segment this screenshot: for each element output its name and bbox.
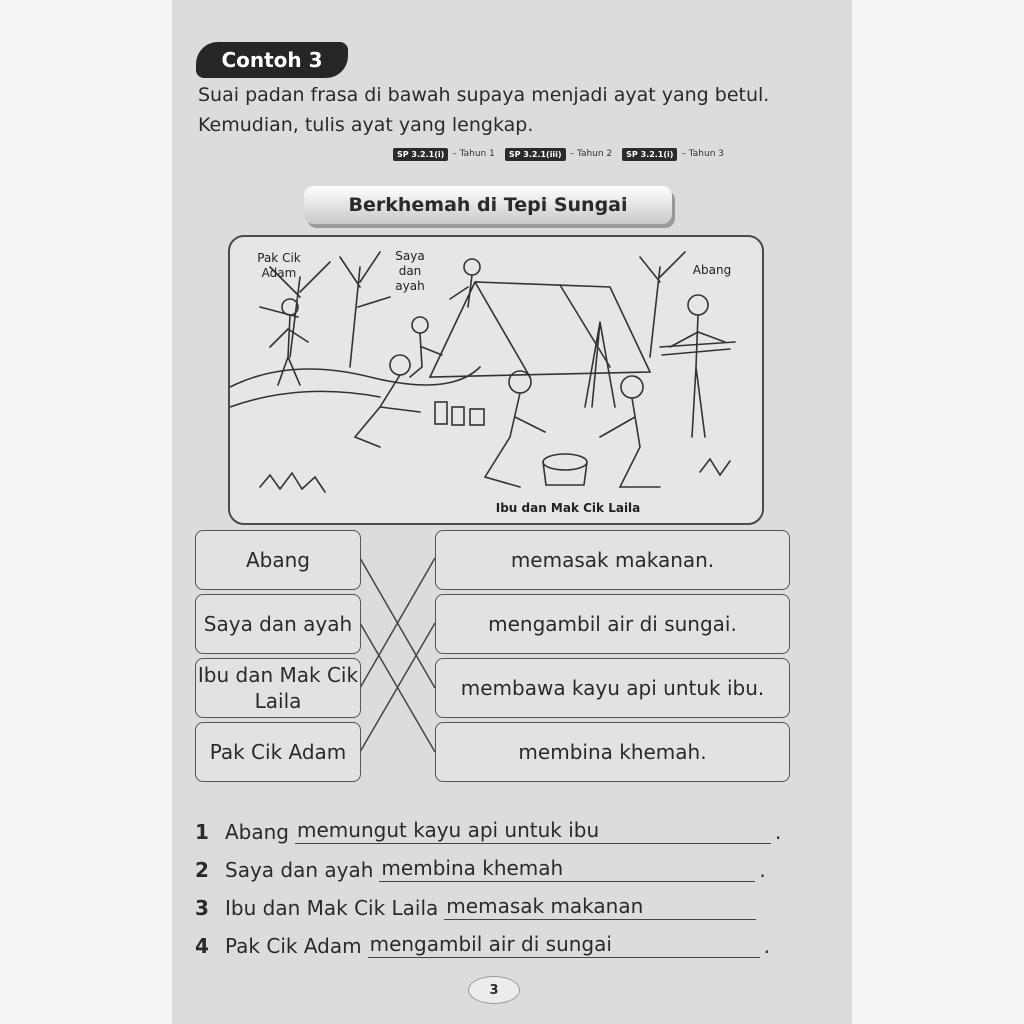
right-phrase-membawa-kayu[interactable]: membawa kayu api untuk ibu. xyxy=(435,658,790,718)
answer-subject: Ibu dan Mak Cik Laila xyxy=(225,896,439,920)
answer-line[interactable]: memasak makanan xyxy=(444,894,756,920)
answer-row: 2 Saya dan ayah membina khemah . xyxy=(195,856,766,882)
label-saya-dan-ayah: Saya dan ayah xyxy=(395,249,425,293)
label-abang: Abang xyxy=(692,263,732,277)
answer-line[interactable]: memungut kayu api untuk ibu xyxy=(295,818,771,844)
answer-subject: Saya dan ayah xyxy=(225,858,374,882)
tag-code-3: SP 3.2.1(i) xyxy=(622,148,677,161)
curriculum-tags xyxy=(393,146,730,162)
answer-line[interactable]: membina khemah xyxy=(379,856,755,882)
tag-year-3: – Tahun 3 xyxy=(681,149,725,159)
answer-number: 4 xyxy=(195,934,209,958)
page-number: 3 xyxy=(468,976,520,1004)
answer-number: 1 xyxy=(195,820,209,844)
label-ibu-mak-cik: Ibu dan Mak Cik Laila xyxy=(495,501,641,515)
answer-row: 1 Abang memungut kayu api untuk ibu . xyxy=(195,818,782,844)
tag-year-1: – Tahun 1 xyxy=(452,149,495,159)
tag-code-1: SP 3.2.1(i) xyxy=(393,148,448,161)
example-badge: Contoh 3 xyxy=(196,42,348,78)
answer-number: 3 xyxy=(195,896,209,920)
tag-year-2: – Tahun 2 xyxy=(569,149,613,159)
left-phrase-saya-dan-ayah[interactable]: Saya dan ayah xyxy=(195,594,361,654)
left-phrase-ibu-mak-cik[interactable]: Ibu dan Mak Cik Laila xyxy=(195,658,361,718)
answer-number: 2 xyxy=(195,858,209,882)
answer-line[interactable]: mengambil air di sungai xyxy=(368,932,760,958)
camping-illustration xyxy=(228,235,764,525)
answer-row: 4 Pak Cik Adam mengambil air di sungai . xyxy=(195,932,770,958)
tag-code-2: SP 3.2.1(iii) xyxy=(505,148,566,161)
scene-title: Berkhemah di Tepi Sungai xyxy=(304,186,672,224)
answer-subject: Abang xyxy=(225,820,290,844)
label-pak-cik-adam: Pak Cik Adam xyxy=(257,251,301,280)
answer-subject: Pak Cik Adam xyxy=(225,934,362,958)
answer-row xyxy=(195,890,795,920)
right-phrase-mengambil-air[interactable]: mengambil air di sungai. xyxy=(435,594,790,654)
right-phrase-membina-khemah[interactable]: membina khemah. xyxy=(435,722,790,782)
left-phrase-pak-cik-adam[interactable]: Pak Cik Adam xyxy=(195,722,361,782)
instruction-text: Suai padan frasa di bawah supaya menjadi ayat yang betul. Kemudian, tulis ayat yang lengkap. xyxy=(198,84,770,136)
right-phrase-memasak[interactable]: memasak makanan. xyxy=(435,530,790,590)
left-phrase-abang[interactable]: Abang xyxy=(195,530,361,590)
